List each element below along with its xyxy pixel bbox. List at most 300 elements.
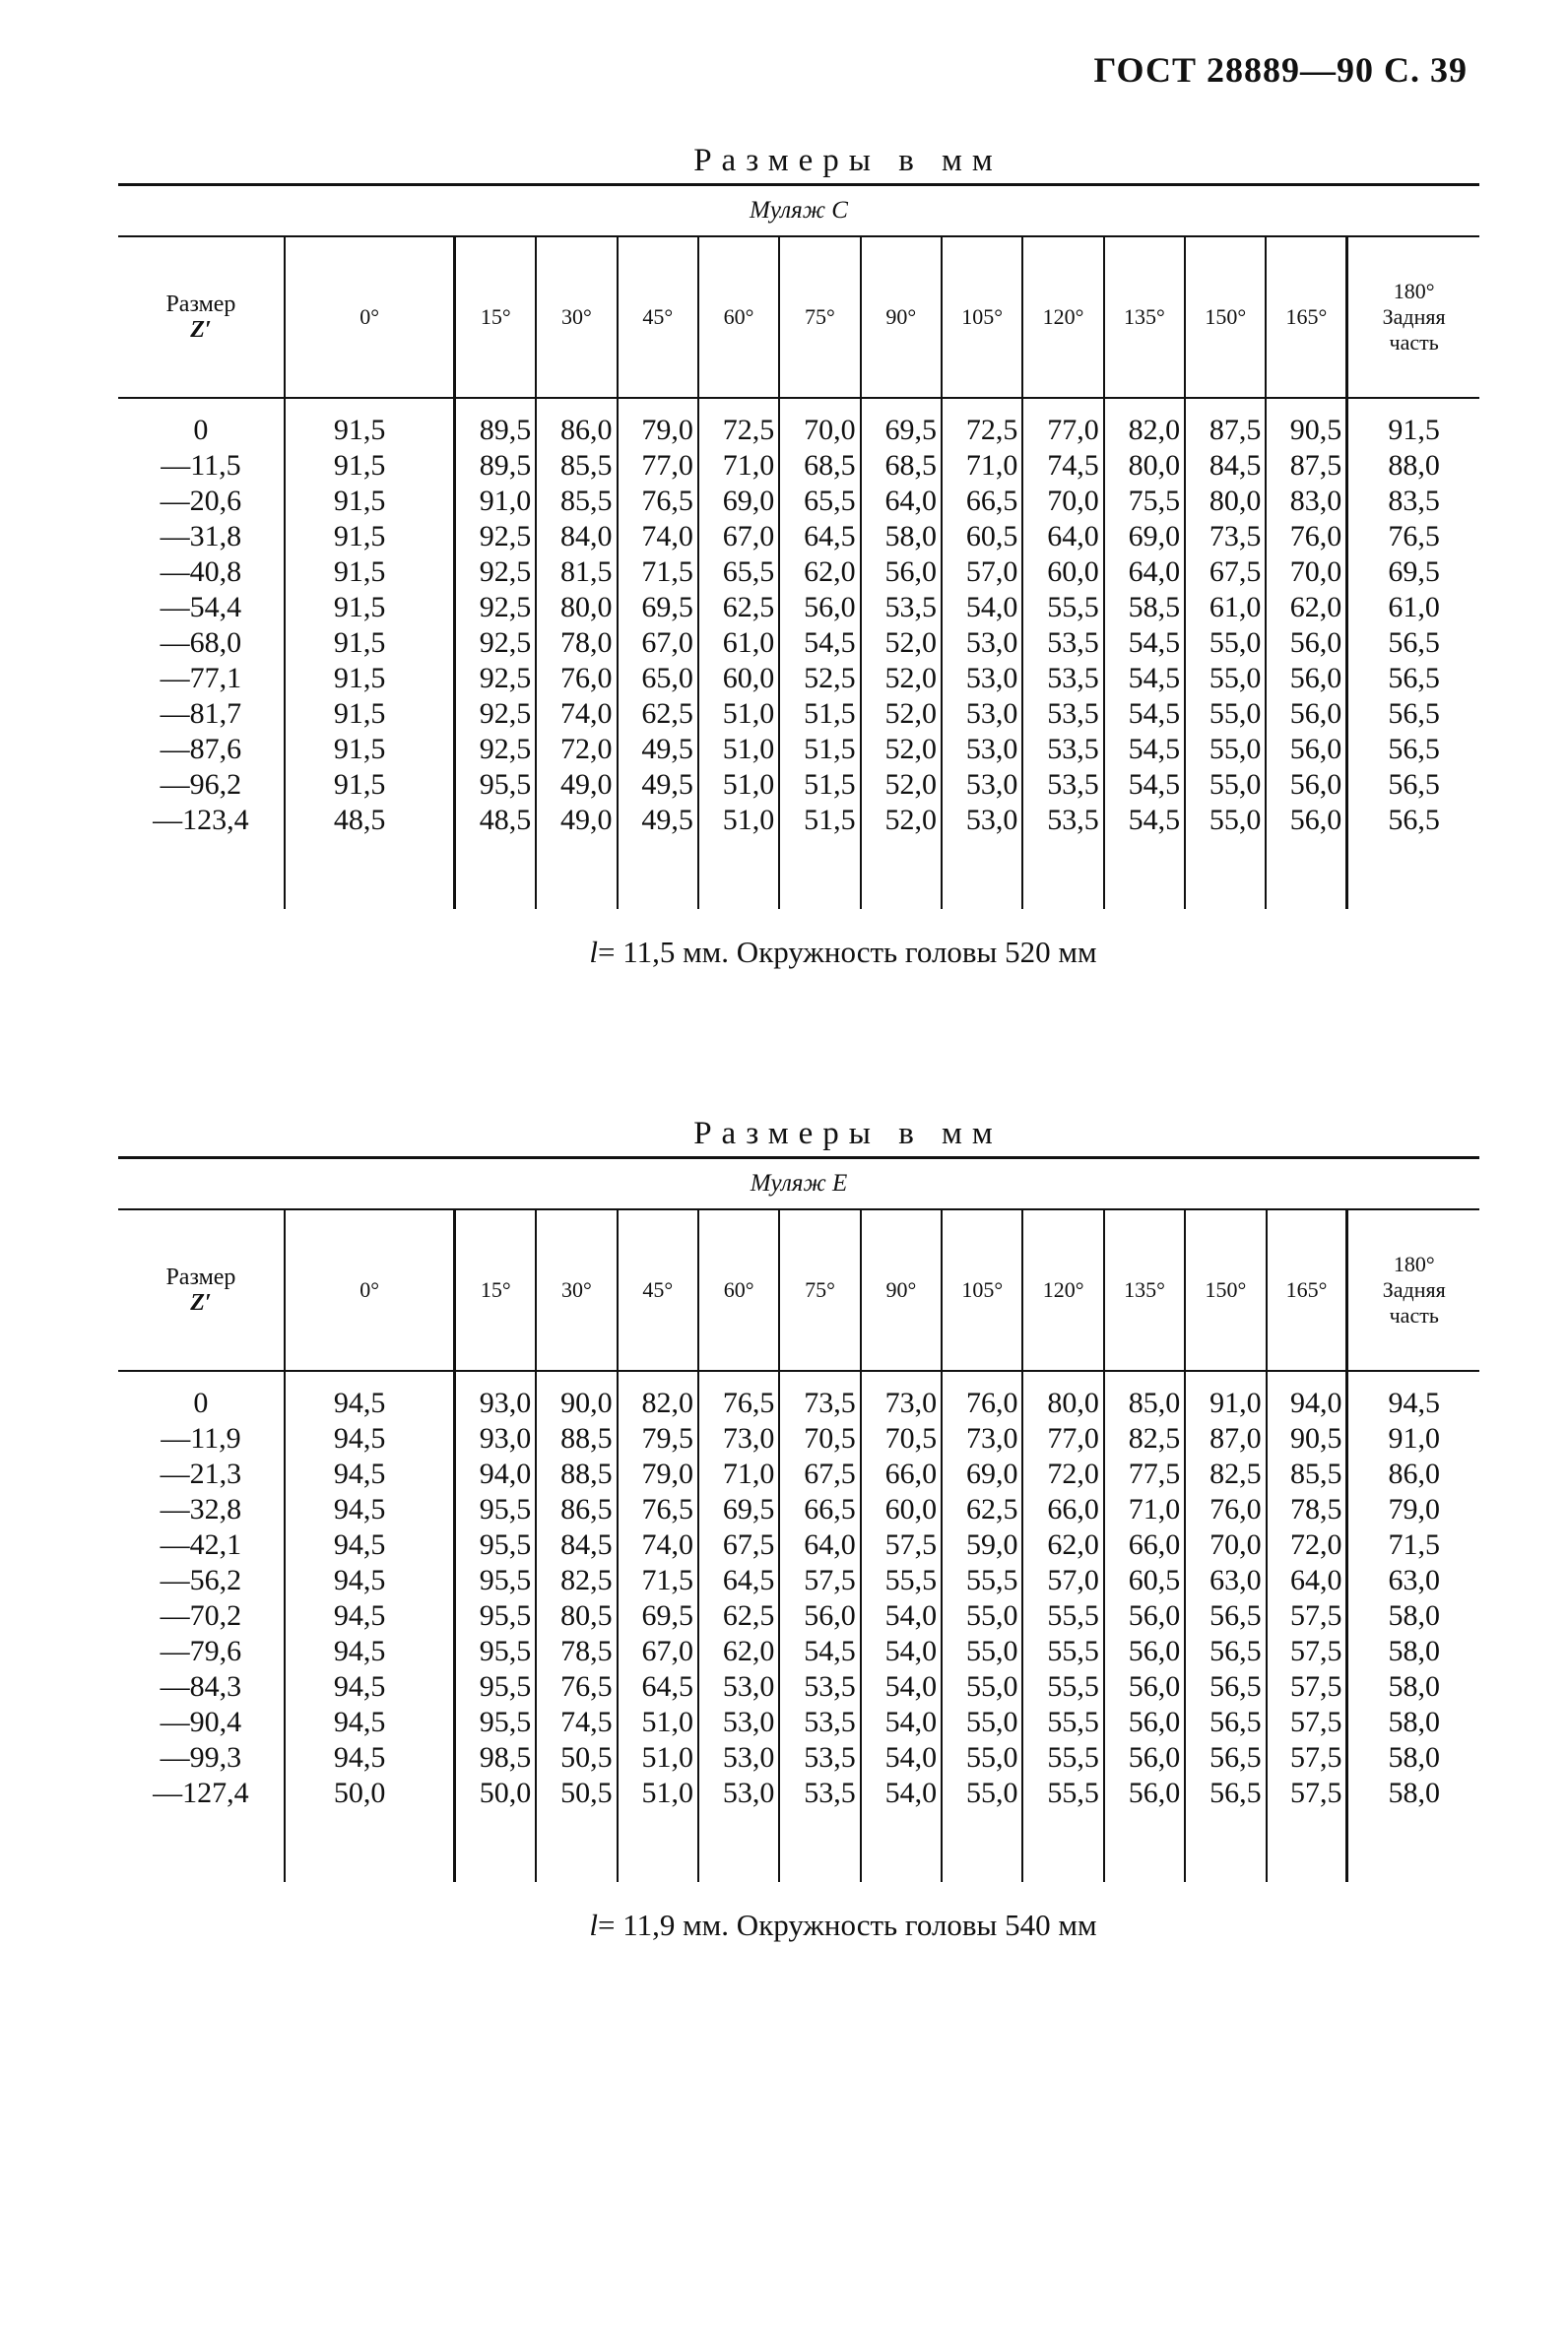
value-cell: 91,5 bbox=[285, 484, 455, 519]
spacer-cell bbox=[118, 1371, 285, 1386]
header-row bbox=[118, 236, 1479, 398]
back-cell: 91,0 bbox=[1347, 1421, 1479, 1457]
spacer-cell bbox=[1022, 1811, 1103, 1882]
value-cell: 62,5 bbox=[618, 696, 698, 732]
angle-header: 15° bbox=[455, 236, 536, 398]
angle-header: 165° bbox=[1266, 236, 1346, 398]
value-cell: 66,0 bbox=[861, 1457, 942, 1492]
value-cell: 56,5 bbox=[1185, 1634, 1266, 1669]
value-cell: 83,0 bbox=[1266, 484, 1346, 519]
value-cell: 91,5 bbox=[285, 696, 455, 732]
size-cell: —127,4 bbox=[153, 1777, 249, 1809]
note-text: = 11,5 мм. Окружность головы 520 мм bbox=[597, 935, 1097, 969]
value-cell: 71,0 bbox=[698, 448, 779, 484]
spacer-cell bbox=[118, 1811, 285, 1882]
value-cell: 60,5 bbox=[1104, 1563, 1185, 1598]
spacer-cell bbox=[1185, 1371, 1266, 1386]
spacer-cell bbox=[118, 398, 285, 413]
spacer-cell bbox=[618, 1371, 698, 1386]
angle-header: 0° bbox=[285, 236, 455, 398]
spacer-cell bbox=[779, 1811, 860, 1882]
size-header-line2: Z′ bbox=[190, 317, 212, 343]
spacer-cell bbox=[118, 838, 285, 909]
size-cell: —84,3 bbox=[160, 1670, 242, 1703]
spacer-cell bbox=[698, 1371, 779, 1386]
value-cell: 53,0 bbox=[942, 661, 1022, 696]
value-cell: 66,0 bbox=[1104, 1527, 1185, 1563]
value-cell: 72,5 bbox=[698, 413, 779, 448]
angle-header: 120° bbox=[1022, 1209, 1103, 1371]
value-cell: 85,0 bbox=[1104, 1386, 1185, 1421]
value-cell: 58,5 bbox=[1104, 590, 1185, 625]
value-cell: 56,0 bbox=[1104, 1776, 1185, 1811]
value-cell: 94,5 bbox=[285, 1527, 455, 1563]
value-cell: 55,5 bbox=[1022, 1634, 1103, 1669]
spacer-cell bbox=[779, 398, 860, 413]
angle-header: 0° bbox=[285, 1209, 455, 1371]
value-cell: 74,5 bbox=[1022, 448, 1103, 484]
back-cell: 58,0 bbox=[1347, 1634, 1479, 1669]
value-cell: 94,5 bbox=[285, 1634, 455, 1669]
value-cell: 85,5 bbox=[1267, 1457, 1347, 1492]
value-cell: 55,0 bbox=[1185, 661, 1266, 696]
angle-header: 135° bbox=[1104, 236, 1185, 398]
spacer-cell bbox=[861, 838, 942, 909]
value-cell: 49,0 bbox=[536, 767, 617, 803]
value-cell: 94,5 bbox=[285, 1598, 455, 1634]
angle-header: 45° bbox=[618, 1209, 698, 1371]
value-cell: 72,0 bbox=[536, 732, 617, 767]
back-header-line1: 180° bbox=[1393, 279, 1435, 303]
back-cell: 63,0 bbox=[1347, 1563, 1479, 1598]
value-cell: 54,0 bbox=[861, 1740, 942, 1776]
model-label: Муляж C bbox=[118, 185, 1479, 237]
spacer-cell bbox=[1185, 838, 1266, 909]
table-row bbox=[118, 519, 1479, 554]
value-cell: 51,0 bbox=[698, 803, 779, 838]
value-cell: 66,5 bbox=[942, 484, 1022, 519]
value-cell: 55,5 bbox=[1022, 1598, 1103, 1634]
value-cell: 55,5 bbox=[1022, 1705, 1103, 1740]
value-cell: 91,5 bbox=[285, 661, 455, 696]
value-cell: 85,5 bbox=[536, 484, 617, 519]
spacer-cell bbox=[455, 1371, 536, 1386]
value-cell: 77,0 bbox=[1022, 1421, 1103, 1457]
value-cell: 65,5 bbox=[779, 484, 860, 519]
value-cell: 94,0 bbox=[1267, 1386, 1347, 1421]
value-cell: 92,5 bbox=[455, 554, 536, 590]
angle-header: 105° bbox=[942, 1209, 1022, 1371]
size-header-line2: Z′ bbox=[190, 1290, 212, 1316]
value-cell: 57,5 bbox=[1267, 1705, 1347, 1740]
header-row bbox=[118, 1209, 1479, 1371]
value-cell: 92,5 bbox=[455, 696, 536, 732]
back-header-line2: Задняя bbox=[1382, 1277, 1446, 1302]
value-cell: 91,5 bbox=[285, 448, 455, 484]
value-cell: 94,5 bbox=[285, 1492, 455, 1527]
value-cell: 91,0 bbox=[455, 484, 536, 519]
value-cell: 82,5 bbox=[536, 1563, 617, 1598]
back-cell: 69,5 bbox=[1347, 554, 1479, 590]
value-cell: 55,0 bbox=[942, 1740, 1022, 1776]
value-cell: 91,5 bbox=[285, 732, 455, 767]
value-cell: 56,5 bbox=[1185, 1598, 1266, 1634]
spacer-cell bbox=[942, 1811, 1022, 1882]
size-header bbox=[118, 1209, 285, 1371]
size-cell: —77,1 bbox=[160, 662, 242, 694]
angle-header: 120° bbox=[1022, 236, 1103, 398]
value-cell: 55,5 bbox=[861, 1563, 942, 1598]
value-cell: 51,0 bbox=[618, 1776, 698, 1811]
spacer-cell bbox=[1266, 838, 1346, 909]
value-cell: 77,5 bbox=[1104, 1457, 1185, 1492]
spacer-cell bbox=[536, 838, 617, 909]
value-cell: 54,0 bbox=[861, 1634, 942, 1669]
value-cell: 76,5 bbox=[618, 1492, 698, 1527]
value-cell: 55,0 bbox=[942, 1705, 1022, 1740]
value-cell: 56,5 bbox=[1185, 1669, 1266, 1705]
value-cell: 53,5 bbox=[1022, 661, 1103, 696]
value-cell: 69,5 bbox=[618, 590, 698, 625]
value-cell: 56,0 bbox=[1104, 1634, 1185, 1669]
back-cell: 61,0 bbox=[1347, 590, 1479, 625]
value-cell: 74,0 bbox=[618, 519, 698, 554]
value-cell: 56,0 bbox=[779, 590, 860, 625]
size-header bbox=[118, 236, 285, 398]
spacer-cell bbox=[861, 398, 942, 413]
value-cell: 64,5 bbox=[779, 519, 860, 554]
table-row bbox=[118, 1457, 1479, 1492]
spacer-row bbox=[118, 1811, 1479, 1882]
value-cell: 51,5 bbox=[779, 732, 860, 767]
value-cell: 49,5 bbox=[618, 803, 698, 838]
value-cell: 53,5 bbox=[1022, 767, 1103, 803]
spacer-cell bbox=[1266, 398, 1346, 413]
value-cell: 64,0 bbox=[1022, 519, 1103, 554]
value-cell: 94,5 bbox=[285, 1563, 455, 1598]
value-cell: 74,5 bbox=[536, 1705, 617, 1740]
value-cell: 55,0 bbox=[942, 1776, 1022, 1811]
value-cell: 89,5 bbox=[455, 448, 536, 484]
back-cell: 71,5 bbox=[1347, 1527, 1479, 1563]
spacer-cell bbox=[285, 398, 455, 413]
value-cell: 54,5 bbox=[1104, 625, 1185, 661]
value-cell: 89,5 bbox=[455, 413, 536, 448]
table-row bbox=[118, 661, 1479, 696]
value-cell: 53,5 bbox=[861, 590, 942, 625]
value-cell: 56,5 bbox=[1185, 1776, 1266, 1811]
value-cell: 54,5 bbox=[1104, 767, 1185, 803]
value-cell: 72,5 bbox=[942, 413, 1022, 448]
value-cell: 51,0 bbox=[698, 767, 779, 803]
value-cell: 58,0 bbox=[861, 519, 942, 554]
value-cell: 68,5 bbox=[779, 448, 860, 484]
value-cell: 49,0 bbox=[536, 803, 617, 838]
value-cell: 70,0 bbox=[1185, 1527, 1266, 1563]
spacer-cell bbox=[698, 398, 779, 413]
size-cell: —11,5 bbox=[161, 449, 241, 482]
value-cell: 56,0 bbox=[861, 554, 942, 590]
value-cell: 76,5 bbox=[618, 484, 698, 519]
value-cell: 69,5 bbox=[861, 413, 942, 448]
note-symbol: l bbox=[589, 935, 598, 969]
back-header bbox=[1347, 1209, 1479, 1371]
angle-header: 90° bbox=[861, 1209, 942, 1371]
table-row bbox=[118, 1563, 1479, 1598]
angle-header: 45° bbox=[618, 236, 698, 398]
spacer-cell bbox=[861, 1811, 942, 1882]
spacer-cell bbox=[536, 1811, 617, 1882]
spacer-cell bbox=[942, 838, 1022, 909]
value-cell: 52,5 bbox=[779, 661, 860, 696]
value-cell: 71,0 bbox=[1104, 1492, 1185, 1527]
value-cell: 70,0 bbox=[779, 413, 860, 448]
back-cell: 56,5 bbox=[1347, 732, 1479, 767]
value-cell: 69,5 bbox=[618, 1598, 698, 1634]
value-cell: 84,5 bbox=[1185, 448, 1266, 484]
value-cell: 93,0 bbox=[455, 1386, 536, 1421]
value-cell: 94,5 bbox=[285, 1457, 455, 1492]
value-cell: 90,0 bbox=[536, 1386, 617, 1421]
value-cell: 51,0 bbox=[698, 696, 779, 732]
value-cell: 62,0 bbox=[779, 554, 860, 590]
value-cell: 80,0 bbox=[536, 590, 617, 625]
table-row bbox=[118, 767, 1479, 803]
value-cell: 74,0 bbox=[618, 1527, 698, 1563]
value-cell: 91,5 bbox=[285, 590, 455, 625]
value-cell: 52,0 bbox=[861, 803, 942, 838]
value-cell: 92,5 bbox=[455, 661, 536, 696]
value-cell: 75,5 bbox=[1104, 484, 1185, 519]
value-cell: 62,5 bbox=[942, 1492, 1022, 1527]
size-cell: —123,4 bbox=[153, 804, 249, 836]
note-symbol: l bbox=[589, 1908, 598, 1942]
value-cell: 94,5 bbox=[285, 1740, 455, 1776]
size-cell: —31,8 bbox=[160, 520, 242, 552]
value-cell: 57,5 bbox=[861, 1527, 942, 1563]
value-cell: 52,0 bbox=[861, 625, 942, 661]
value-cell: 54,5 bbox=[1104, 803, 1185, 838]
value-cell: 77,0 bbox=[1022, 413, 1103, 448]
value-cell: 56,0 bbox=[1266, 696, 1346, 732]
value-cell: 56,0 bbox=[1104, 1705, 1185, 1740]
value-cell: 76,5 bbox=[536, 1669, 617, 1705]
size-cell: —81,7 bbox=[160, 697, 242, 730]
value-cell: 95,5 bbox=[455, 767, 536, 803]
value-cell: 57,5 bbox=[1267, 1776, 1347, 1811]
value-cell: 73,5 bbox=[779, 1386, 860, 1421]
value-cell: 95,5 bbox=[455, 1598, 536, 1634]
value-cell: 82,5 bbox=[1185, 1457, 1266, 1492]
size-cell: —54,4 bbox=[160, 591, 242, 623]
value-cell: 69,0 bbox=[1104, 519, 1185, 554]
spacer-cell bbox=[285, 1371, 455, 1386]
value-cell: 59,0 bbox=[942, 1527, 1022, 1563]
spacer-cell bbox=[618, 1811, 698, 1882]
value-cell: 64,0 bbox=[779, 1527, 860, 1563]
back-cell: 56,5 bbox=[1347, 803, 1479, 838]
table-row bbox=[118, 1421, 1479, 1457]
value-cell: 50,0 bbox=[455, 1776, 536, 1811]
note-text: = 11,9 мм. Окружность головы 540 мм bbox=[597, 1908, 1097, 1942]
value-cell: 71,5 bbox=[618, 1563, 698, 1598]
spacer-cell bbox=[536, 398, 617, 413]
value-cell: 55,5 bbox=[1022, 590, 1103, 625]
value-cell: 76,0 bbox=[1185, 1492, 1266, 1527]
spacer-cell bbox=[1104, 398, 1185, 413]
back-cell: 58,0 bbox=[1347, 1598, 1479, 1634]
spacer-cell bbox=[285, 1811, 455, 1882]
value-cell: 53,5 bbox=[1022, 732, 1103, 767]
value-cell: 91,0 bbox=[1185, 1386, 1266, 1421]
value-cell: 70,0 bbox=[1022, 484, 1103, 519]
value-cell: 53,0 bbox=[942, 696, 1022, 732]
value-cell: 88,5 bbox=[536, 1457, 617, 1492]
value-cell: 50,5 bbox=[536, 1740, 617, 1776]
value-cell: 56,0 bbox=[1104, 1669, 1185, 1705]
value-cell: 57,5 bbox=[1267, 1669, 1347, 1705]
table-row bbox=[118, 1669, 1479, 1705]
value-cell: 55,5 bbox=[1022, 1669, 1103, 1705]
size-header-label bbox=[118, 292, 284, 343]
value-cell: 55,0 bbox=[1185, 803, 1266, 838]
value-cell: 81,5 bbox=[536, 554, 617, 590]
value-cell: 94,5 bbox=[285, 1421, 455, 1457]
spacer-cell bbox=[1185, 398, 1266, 413]
value-cell: 53,0 bbox=[698, 1740, 779, 1776]
spacer-cell bbox=[1022, 1371, 1103, 1386]
value-cell: 53,5 bbox=[1022, 803, 1103, 838]
value-cell: 88,5 bbox=[536, 1421, 617, 1457]
value-cell: 95,5 bbox=[455, 1669, 536, 1705]
value-cell: 80,0 bbox=[1185, 484, 1266, 519]
value-cell: 78,0 bbox=[536, 625, 617, 661]
value-cell: 73,0 bbox=[861, 1386, 942, 1421]
back-cell: 56,5 bbox=[1347, 767, 1479, 803]
back-cell: 79,0 bbox=[1347, 1492, 1479, 1527]
value-cell: 80,5 bbox=[536, 1598, 617, 1634]
value-cell: 54,5 bbox=[779, 1634, 860, 1669]
value-cell: 76,5 bbox=[698, 1386, 779, 1421]
table-row bbox=[118, 1705, 1479, 1740]
back-cell: 86,0 bbox=[1347, 1457, 1479, 1492]
angle-header: 75° bbox=[779, 1209, 860, 1371]
size-cell: —99,3 bbox=[160, 1741, 242, 1774]
value-cell: 67,5 bbox=[1185, 554, 1266, 590]
value-cell: 84,5 bbox=[536, 1527, 617, 1563]
table-row bbox=[118, 590, 1479, 625]
table-row bbox=[118, 1740, 1479, 1776]
value-cell: 69,5 bbox=[698, 1492, 779, 1527]
value-cell: 64,5 bbox=[618, 1669, 698, 1705]
spacer-cell bbox=[698, 1811, 779, 1882]
value-cell: 60,5 bbox=[942, 519, 1022, 554]
value-cell: 57,0 bbox=[942, 554, 1022, 590]
value-cell: 54,5 bbox=[1104, 732, 1185, 767]
value-cell: 49,5 bbox=[618, 732, 698, 767]
value-cell: 62,0 bbox=[1022, 1527, 1103, 1563]
size-cell: —90,4 bbox=[160, 1706, 242, 1738]
value-cell: 57,5 bbox=[1267, 1740, 1347, 1776]
spacer-cell bbox=[1347, 398, 1479, 413]
value-cell: 53,0 bbox=[942, 732, 1022, 767]
value-cell: 85,5 bbox=[536, 448, 617, 484]
value-cell: 82,0 bbox=[1104, 413, 1185, 448]
angle-header: 75° bbox=[779, 236, 860, 398]
spacer-cell bbox=[1104, 1371, 1185, 1386]
value-cell: 76,0 bbox=[1266, 519, 1346, 554]
angle-header: 165° bbox=[1267, 1209, 1347, 1371]
value-cell: 70,5 bbox=[861, 1421, 942, 1457]
value-cell: 70,5 bbox=[779, 1421, 860, 1457]
spacer-cell bbox=[1347, 1371, 1479, 1386]
back-cell: 58,0 bbox=[1347, 1776, 1479, 1811]
value-cell: 95,5 bbox=[455, 1563, 536, 1598]
value-cell: 48,5 bbox=[285, 803, 455, 838]
value-cell: 53,0 bbox=[942, 625, 1022, 661]
table-row bbox=[118, 803, 1479, 838]
size-cell: 0 bbox=[193, 1387, 209, 1419]
value-cell: 92,5 bbox=[455, 590, 536, 625]
page-header: ГОСТ 28889—90 С. 39 bbox=[1093, 50, 1468, 90]
back-cell: 56,5 bbox=[1347, 625, 1479, 661]
value-cell: 51,5 bbox=[779, 803, 860, 838]
value-cell: 78,5 bbox=[536, 1634, 617, 1669]
value-cell: 95,5 bbox=[455, 1527, 536, 1563]
value-cell: 74,0 bbox=[536, 696, 617, 732]
size-cell: —96,2 bbox=[160, 768, 242, 801]
value-cell: 92,5 bbox=[455, 519, 536, 554]
angle-header: 105° bbox=[942, 236, 1022, 398]
value-cell: 50,5 bbox=[536, 1776, 617, 1811]
size-header-line1: Размер bbox=[165, 1265, 236, 1290]
back-cell: 83,5 bbox=[1347, 484, 1479, 519]
value-cell: 54,5 bbox=[1104, 661, 1185, 696]
value-cell: 92,5 bbox=[455, 732, 536, 767]
spacer-cell bbox=[285, 838, 455, 909]
data-table-e bbox=[118, 1156, 1479, 1882]
value-cell: 94,0 bbox=[455, 1457, 536, 1492]
angle-header: 15° bbox=[455, 1209, 536, 1371]
value-cell: 70,0 bbox=[1266, 554, 1346, 590]
size-cell: —32,8 bbox=[160, 1493, 242, 1526]
angle-header: 150° bbox=[1185, 236, 1266, 398]
back-cell: 58,0 bbox=[1347, 1669, 1479, 1705]
table-row bbox=[118, 413, 1479, 448]
value-cell: 67,5 bbox=[779, 1457, 860, 1492]
value-cell: 48,5 bbox=[455, 803, 536, 838]
value-cell: 53,5 bbox=[779, 1776, 860, 1811]
value-cell: 80,0 bbox=[1104, 448, 1185, 484]
value-cell: 63,0 bbox=[1185, 1563, 1266, 1598]
value-cell: 52,0 bbox=[861, 767, 942, 803]
value-cell: 61,0 bbox=[1185, 590, 1266, 625]
spacer-cell bbox=[1022, 398, 1103, 413]
value-cell: 53,5 bbox=[1022, 625, 1103, 661]
back-cell: 76,5 bbox=[1347, 519, 1479, 554]
value-cell: 55,0 bbox=[1185, 696, 1266, 732]
value-cell: 73,0 bbox=[942, 1421, 1022, 1457]
value-cell: 53,5 bbox=[779, 1740, 860, 1776]
value-cell: 56,5 bbox=[1185, 1740, 1266, 1776]
spacer-cell bbox=[618, 398, 698, 413]
spacer-cell bbox=[1104, 838, 1185, 909]
spacer-cell bbox=[536, 1371, 617, 1386]
back-header-line2: Задняя bbox=[1382, 304, 1446, 329]
data-table-c bbox=[118, 183, 1479, 909]
spacer-cell bbox=[1185, 1811, 1266, 1882]
value-cell: 56,0 bbox=[1266, 661, 1346, 696]
